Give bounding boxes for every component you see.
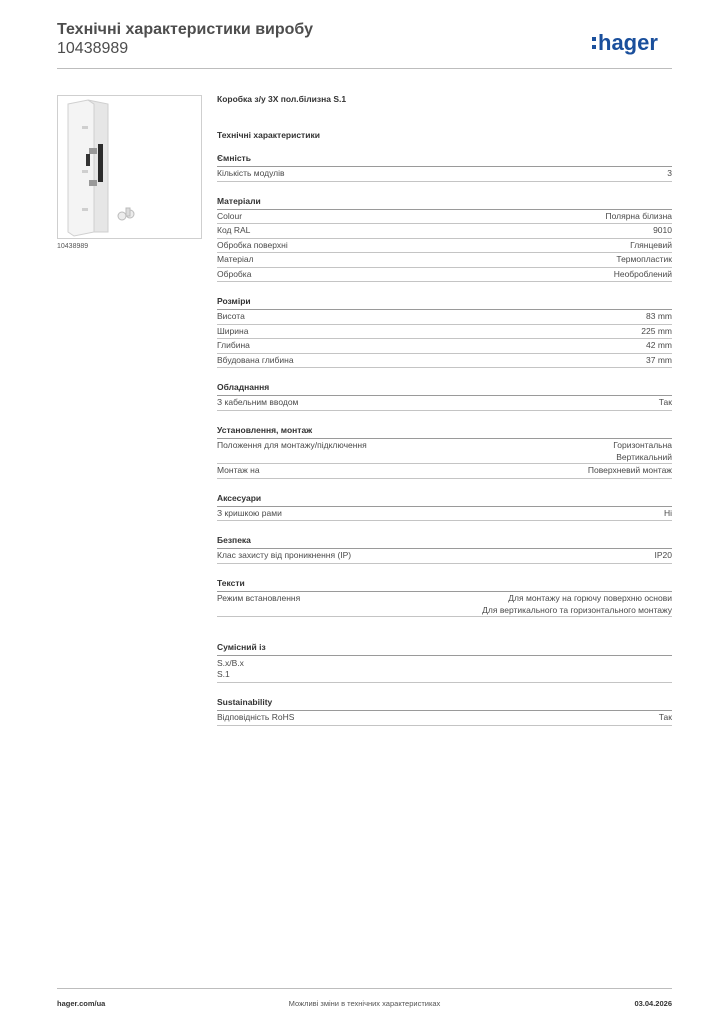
section-safety (217, 534, 672, 564)
section-title: Тексти (217, 577, 672, 592)
section-title: Сумісний із (217, 641, 672, 656)
spec-value: 9010 (653, 225, 672, 235)
section-sustainability (217, 696, 672, 726)
compatible-item: S.1 (217, 669, 672, 684)
spec-value: 225 mm (641, 325, 672, 336)
section-capacity (217, 152, 672, 182)
header-divider (57, 68, 672, 69)
spec-row (217, 239, 672, 254)
spec-label: Положення для монтажу/підключення (217, 439, 367, 450)
spec-row (217, 268, 672, 283)
spec-label: Вбудована глибина (217, 354, 294, 365)
spec-value: 3 (667, 168, 672, 178)
spec-row (217, 210, 672, 225)
spec-value: Термопластик (616, 254, 672, 264)
section-title: Sustainability (217, 696, 672, 711)
spec-label: Матеріал (217, 254, 254, 264)
image-caption: 10438989 (57, 243, 89, 250)
spec-row (217, 464, 672, 479)
spec-label: З кабельним вводом (217, 397, 299, 407)
spec-value-line: Для монтажу на горючу поверхню основи (508, 592, 672, 603)
svg-text:hager: hager (598, 30, 658, 55)
section-accessories (217, 492, 672, 522)
footer-website-link[interactable]: hager.com/ua (57, 999, 106, 1008)
spec-row (217, 592, 672, 618)
section-title: Аксесуари (217, 492, 672, 507)
spec-value: 83 mm (646, 311, 672, 321)
spec-value: Так (658, 712, 672, 722)
hager-logo (592, 28, 674, 58)
spec-value-line: Для вертикального та горизонтального монтажу (482, 605, 672, 615)
page-title: Технічні характеристики виробу (57, 21, 313, 38)
section-title: Безпека (217, 534, 672, 549)
section-dimensions (217, 295, 672, 368)
product-image (57, 95, 202, 239)
section-texts (217, 577, 672, 618)
spec-value: Глянцевий (630, 239, 672, 250)
spec-label: Кількість модулів (217, 168, 285, 178)
spec-value-line: Горизонтальна (613, 439, 672, 450)
section-installation (217, 424, 672, 479)
section-title: Розміри (217, 295, 672, 310)
spec-row (217, 396, 672, 411)
spec-row (217, 339, 672, 354)
product-name: Коробка з/у 3Х пол.білизна S.1 (217, 94, 347, 104)
spec-value (482, 592, 672, 617)
section-title: Установлення, монтаж (217, 424, 672, 439)
specs-heading: Технічні характеристики (217, 130, 320, 140)
spec-value: IP20 (654, 550, 672, 560)
junction-box-illustration (58, 96, 201, 238)
spec-label: Відповідність RoHS (217, 712, 295, 722)
spec-label: Монтаж на (217, 465, 260, 475)
spec-label: Код RAL (217, 225, 251, 235)
spec-value: Ні (663, 507, 672, 518)
spec-value (613, 439, 672, 464)
spec-label: Ширина (217, 325, 249, 336)
spec-label: Висота (217, 311, 245, 321)
spec-value: Полярна білизна (605, 210, 672, 221)
footer-note: Можливі зміни в технічних характеристиках (288, 999, 441, 1008)
footer-date: 03.04.2026 (634, 999, 672, 1008)
spec-value-line: Вертикальний (616, 452, 672, 462)
spec-label: З кришкою рами (217, 507, 282, 518)
spec-content (217, 94, 672, 734)
spec-row (217, 310, 672, 325)
spec-value: Так (658, 397, 672, 407)
spec-value: Поверхневий монтаж (587, 465, 672, 475)
spec-row (217, 711, 672, 726)
spec-value: Необроблений (613, 268, 672, 279)
spec-label: Обробка поверхні (217, 239, 288, 250)
section-compatible (217, 641, 672, 683)
compatible-item: S.x/B.x (217, 658, 244, 668)
section-materials (217, 195, 672, 283)
spec-row (217, 549, 672, 564)
spec-row (217, 507, 672, 522)
spec-row (217, 253, 672, 268)
spec-value: 37 mm (646, 354, 672, 365)
spec-row (217, 439, 672, 465)
section-equipment (217, 381, 672, 411)
spec-row (217, 167, 672, 182)
spec-label: Глибина (217, 340, 250, 350)
spec-label: Режим встановлення (217, 592, 301, 603)
spec-row (217, 354, 672, 369)
section-title: Обладнання (217, 381, 672, 396)
section-title: Ємність (217, 152, 672, 167)
spec-row (217, 224, 672, 239)
spec-label: Клас захисту від проникнення (IP) (217, 550, 352, 560)
spec-label: Обробка (217, 268, 252, 279)
spec-row (217, 325, 672, 340)
spec-label: Colour (217, 210, 243, 221)
section-title: Матеріали (217, 195, 672, 210)
spec-value: 42 mm (646, 340, 672, 350)
product-code: 10438989 (57, 40, 129, 57)
footer-divider (57, 988, 672, 989)
